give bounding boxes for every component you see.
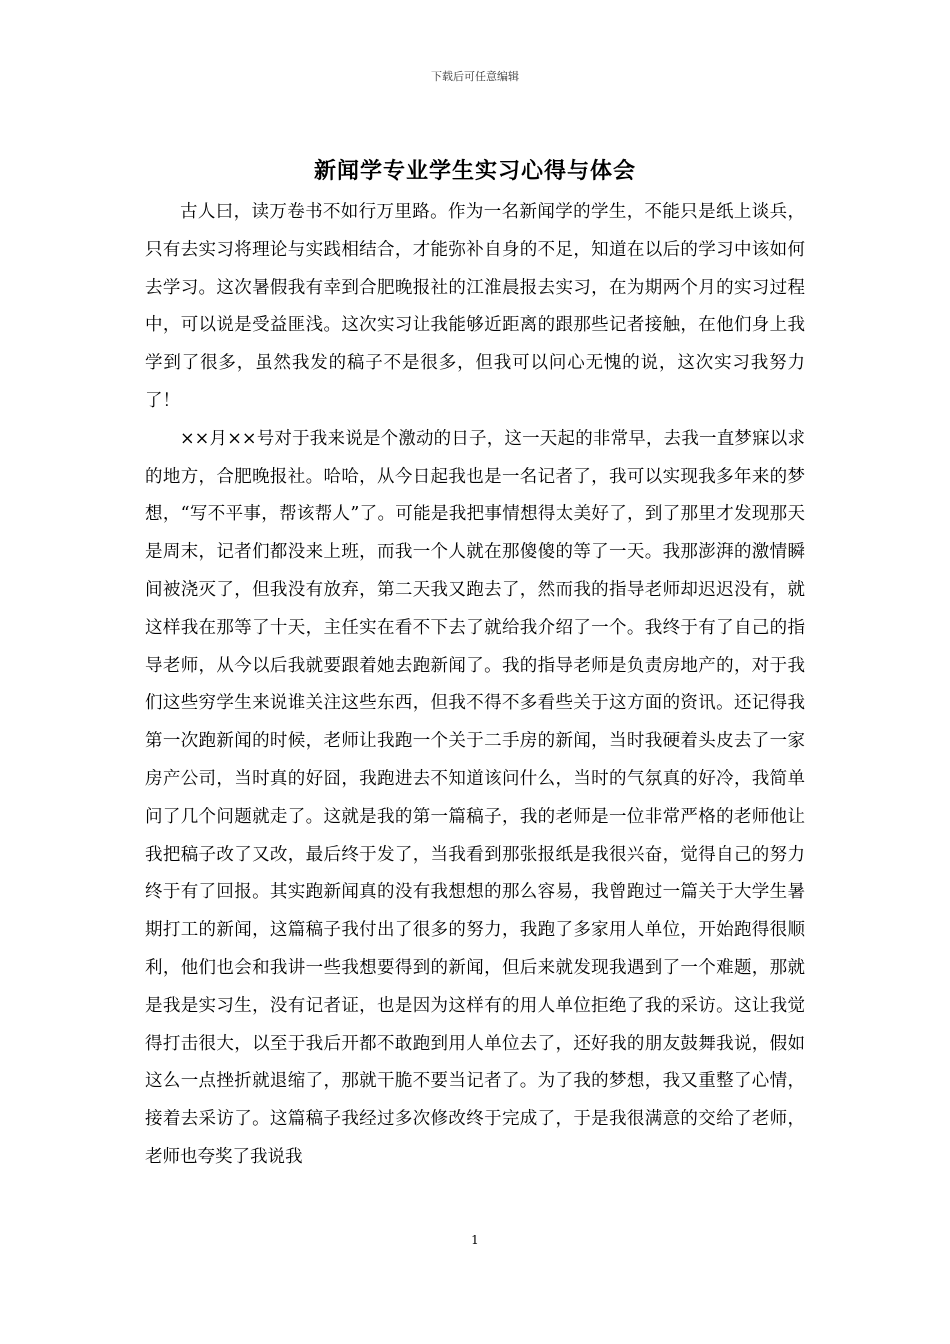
document-body: [145, 194, 805, 1177]
page-number: 1: [471, 1233, 479, 1247]
paragraph: 古人曰，读万卷书不如行万里路。作为一名新闻学的学生，不能只是纸上谈兵，只有去实习将理论与实践相结合，才能弥补自身的不足，知道在以后的学习中该如何去学习。这次暑假我有幸到合肥晚报社的江淮晨报去实习，在为期两个月的实习过程中，可以说是受益匪浅。这次实习让我能够近距离的跟那些记者接触，在他们身上我学到了很多，虽然我发的稿子不是很多，但我可以问心无愧的说，这次实习我努力了！: [145, 202, 805, 411]
document-title: 新闻学专业学生实习心得与体会: [313, 158, 636, 184]
page-header: 下载后可任意编辑: [431, 70, 519, 83]
paragraph: ××月××号对于我来说是个激动的日子，这一天起的非常早，去我一直梦寐以求的地方，合肥晚报社。哈哈，从今日起我也是一名记者了，我可以实现我多年来的梦想，“写不平事，帮该帮人”了。可能是我把事情想得太美好了，到了那里才发现那天是周末，记者们都没来上班，而我一个人就在那傻傻的等了一天。我那澎湃的激情瞬间被浇灭了，但我没有放弃，第二天我又跑去了，然而我的指导老师却迟迟没有，就这样我在那等了十天，主任实在看不下去了就给我介绍了一个。我终于有了自己的指导老师，从今以后我就要跟着她去跑新闻了。我的指导老师是负责房地产的，对于我们这些穷学生来说谁关注这些东西，但我不得不多看些关于这方面的资讯。还记得我第一次跑新闻的时候，老师让我跑一个关于二手房的新闻，当时我硬着头皮去了一家房产公司，当时真的好囧，我跑进去不知道该问什么，当时的气氛真的好冷，我简单问了几个问题就走了。这就是我的第一篇稿子，我的老师是一位非常严格的老师他让我把稿子改了又改，最后终于发了，当我看到那张报纸是我很兴奋，觉得自己的努力终于有了回报。其实跑新闻真的没有我想想的那么容易，我曾跑过一篇关于大学生暑期打工的新闻，这篇稿子我付出了很多的努力，我跑了多家用人单位，开始跑得很顺利，他们也会和我讲一些我想要得到的新闻，但后来就发现我遇到了一个难题，那就是我是实习生，没有记者证，也是因为这样有的用人单位拒绝了我的采访。这让我觉得打击很大，以至于我后开都不敢跑到用人单位去了，还好我的朋友鼓舞我说，假如这么一点挫折就退缩了，那就干脆不要当记者了。为了我的梦想，我又重整了心情，接着去采访了。这篇稿子我经过多次修改终于完成了，于是我很满意的交给了老师，老师也夸奖了我说我: [145, 428, 805, 1167]
